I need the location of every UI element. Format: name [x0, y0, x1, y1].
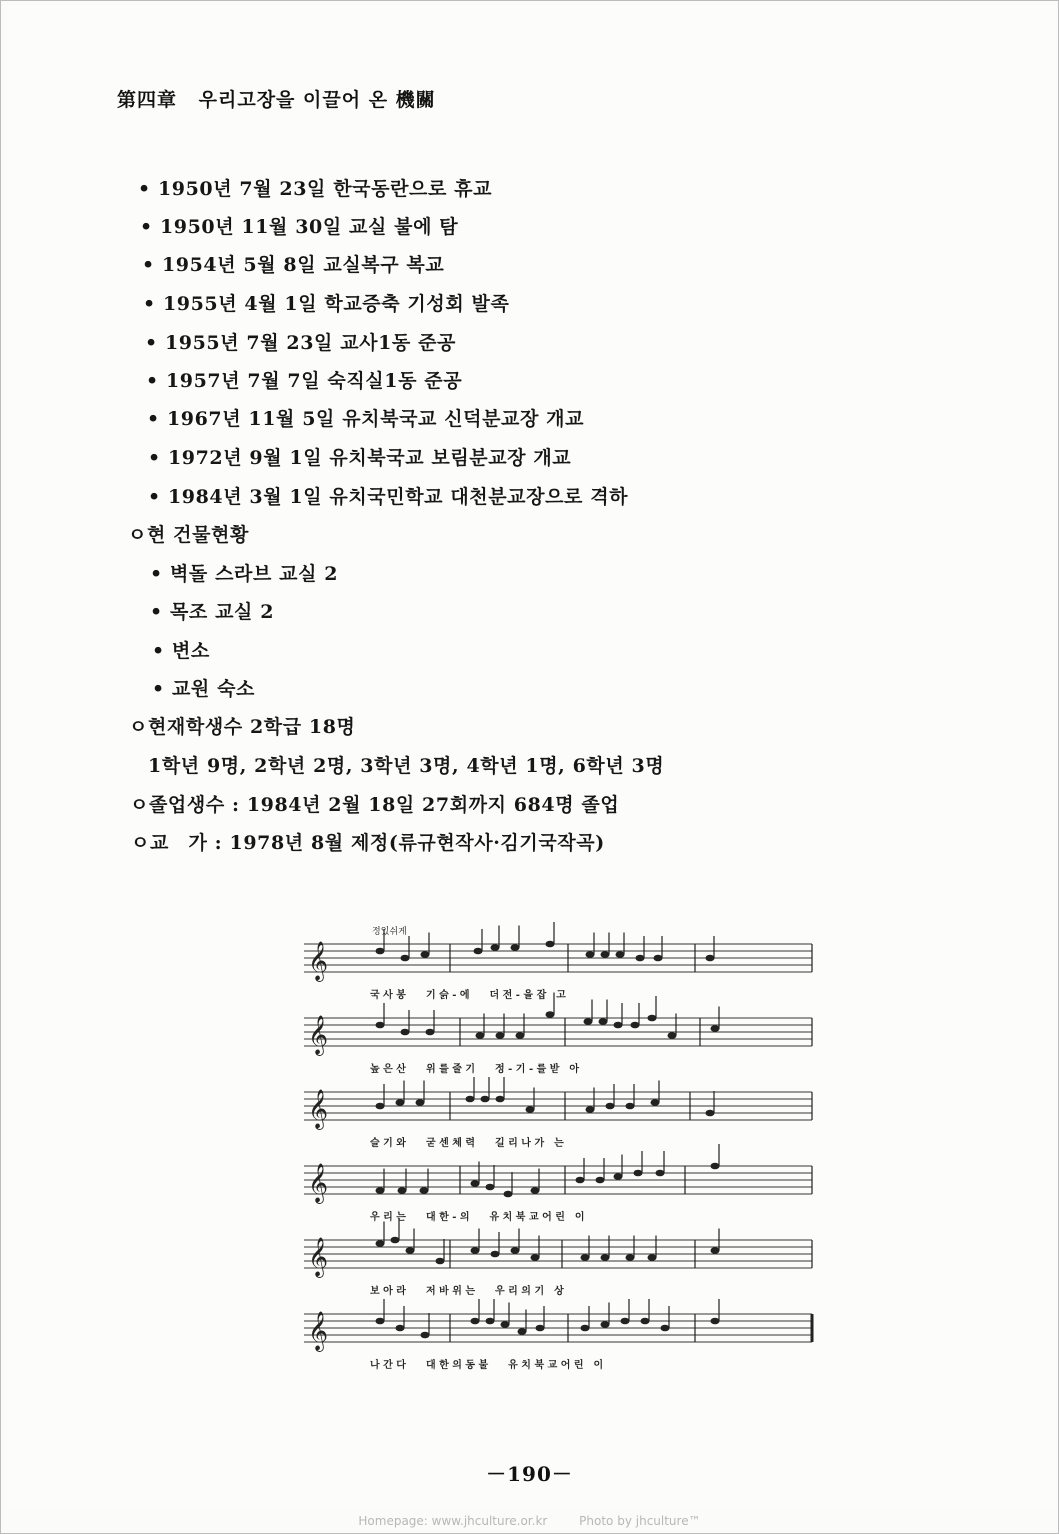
note-head: [711, 1247, 720, 1254]
staves: [304, 922, 812, 1371]
note-head: [518, 1328, 527, 1335]
note-head: [654, 955, 663, 962]
note-head: [496, 1096, 505, 1103]
note-head: [501, 1321, 510, 1328]
note-head: [420, 1187, 429, 1194]
note-head: [376, 1240, 385, 1247]
history-item: • 1950년 11월 30일 교실 불에 탐: [140, 216, 459, 238]
note-head: [376, 1318, 385, 1325]
note-head: [648, 1015, 657, 1022]
students-detail: 1학년 9명, 2학년 2명, 3학년 3명, 4학년 1명, 6학년 3명: [148, 755, 665, 777]
note-head: [606, 1103, 615, 1110]
note-head: [516, 1032, 525, 1039]
note-head: [396, 1325, 405, 1332]
footer-homepage: Homepage: www.jhculture.or.kr: [358, 1514, 548, 1528]
note-head: [648, 1254, 657, 1261]
footer: [0, 1514, 1059, 1528]
note-head: [711, 1025, 720, 1032]
note-head: [511, 1247, 520, 1254]
history-item: • 1984년 3월 1일 유치국민학교 대천분교장으로 격하: [148, 486, 629, 508]
treble-clef-icon: 𝄞: [308, 1015, 329, 1055]
note-head: [504, 1191, 513, 1198]
note-head: [421, 951, 430, 958]
sheet-music: [300, 922, 820, 1412]
note-head: [626, 1103, 635, 1110]
note-head: [614, 1173, 623, 1180]
note-head: [401, 955, 410, 962]
building-item: • 벽돌 스라브 교실 2: [150, 563, 339, 585]
note-head: [546, 941, 555, 948]
note-head: [416, 1099, 425, 1106]
note-head: [546, 1011, 555, 1018]
history-item: • 1967년 11월 5일 유치북국교 신덕분교장 개교: [147, 408, 585, 430]
treble-clef-icon: 𝄞: [308, 1237, 329, 1277]
building-item: • 교원 숙소: [152, 678, 255, 700]
note-head: [466, 1096, 475, 1103]
lyric-line: 슬 기 와 굳 센 체 력 길 리 나 가 는: [370, 1138, 564, 1149]
note-head: [531, 1187, 540, 1194]
graduates-line: ㅇ졸업생수 : 1984년 2월 18일 27회까지 684명 졸업: [130, 794, 620, 816]
note-head: [706, 955, 715, 962]
note-head: [711, 1163, 720, 1170]
note-head: [656, 1170, 665, 1177]
staff: [304, 1144, 812, 1223]
note-head: [631, 1022, 640, 1029]
treble-clef-icon: 𝄞: [308, 1311, 329, 1351]
treble-clef-icon: 𝄞: [308, 1163, 329, 1203]
note-head: [616, 951, 625, 958]
page-number: －190－: [486, 1462, 573, 1486]
note-head: [636, 955, 645, 962]
chapter-header: [117, 85, 436, 112]
note-head: [436, 1258, 445, 1265]
note-head: [391, 1237, 400, 1244]
lyric-line: 우 리 는 대 한 - 의 유 치 북 교 어 린 이: [370, 1212, 585, 1223]
note-head: [641, 1318, 650, 1325]
staff: [304, 1299, 812, 1371]
note-head: [576, 1177, 585, 1184]
note-head: [491, 1251, 500, 1258]
note-head: [406, 1247, 415, 1254]
lyric-line: 높 은 산 위 를 줄 기 정 - 기 - 를 받 아: [370, 1064, 580, 1075]
note-head: [376, 1022, 385, 1029]
lyric-line: 나 간 다 대 한 의 동 불 유 치 북 교 어 린 이: [370, 1360, 604, 1371]
note-head: [711, 1318, 720, 1325]
note-head: [706, 1110, 715, 1117]
history-item: • 1955년 4월 1일 학교증축 기성회 발족: [143, 293, 510, 315]
note-head: [584, 1018, 593, 1025]
note-head: [401, 1029, 410, 1036]
school-song-line: ㅇ교 가 : 1978년 8월 제정(류규현작사·김기국작곡): [131, 832, 605, 854]
note-head: [601, 951, 610, 958]
staff: [304, 1077, 812, 1149]
history-item: • 1950년 7월 23일 한국동란으로 휴교: [138, 178, 493, 200]
building-item: • 변소: [152, 640, 210, 662]
note-head: [421, 1332, 430, 1339]
chapter-title: 우리고장을 이끌어 온 機關: [198, 89, 436, 111]
note-head: [531, 1254, 540, 1261]
note-head: [396, 1099, 405, 1106]
note-head: [376, 1187, 385, 1194]
note-head: [511, 944, 520, 951]
note-head: [614, 1022, 623, 1029]
note-head: [586, 951, 595, 958]
note-head: [474, 948, 483, 955]
note-head: [581, 1254, 590, 1261]
history-item: • 1972년 9월 1일 유치북국교 보림분교장 개교: [148, 447, 572, 469]
footer-photo: Photo by jhculture™: [579, 1514, 701, 1528]
note-head: [426, 1029, 435, 1036]
note-head: [376, 948, 385, 955]
chapter-number: 第四章: [117, 89, 178, 111]
lyric-line: 보 아 라 저 바 위 는 우 리 의 기 상: [370, 1286, 564, 1297]
building-item: • 목조 교실 2: [150, 601, 275, 623]
staff: [304, 1218, 812, 1297]
note-head: [661, 1325, 670, 1332]
tempo-marking: 정있쉬게: [372, 927, 407, 937]
note-head: [471, 1318, 480, 1325]
note-head: [626, 1254, 635, 1261]
note-head: [486, 1184, 495, 1191]
note-head: [586, 1106, 595, 1113]
note-head: [601, 1254, 610, 1261]
note-head: [596, 1177, 605, 1184]
note-head: [481, 1096, 490, 1103]
note-head: [634, 1170, 643, 1177]
note-head: [496, 1032, 505, 1039]
note-head: [376, 1103, 385, 1110]
history-item: • 1955년 7월 23일 교사1동 준공: [145, 332, 457, 354]
staff: [304, 993, 812, 1076]
note-head: [621, 1318, 630, 1325]
note-head: [599, 1018, 608, 1025]
treble-clef-icon: 𝄞: [308, 941, 329, 981]
note-head: [491, 944, 500, 951]
note-head: [601, 1321, 610, 1328]
students-heading: ㅇ현재학생수 2학급 18명: [129, 716, 356, 738]
history-item: • 1954년 5월 8일 교실복구 복교: [142, 254, 445, 276]
note-head: [486, 1318, 495, 1325]
note-head: [651, 1099, 660, 1106]
note-head: [526, 1106, 535, 1113]
note-head: [471, 1247, 480, 1254]
note-head: [668, 1032, 677, 1039]
note-head: [471, 1180, 480, 1187]
history-item: • 1957년 7월 7일 숙직실1동 준공: [146, 370, 463, 392]
note-head: [581, 1325, 590, 1332]
note-head: [476, 1032, 485, 1039]
lyric-line: 국 사 봉 기 슭 - 에 더 전 - 을 잡 고: [370, 990, 566, 1001]
buildings-heading: ㅇ현 건물현황: [128, 524, 249, 546]
note-head: [398, 1187, 407, 1194]
note-head: [536, 1325, 545, 1332]
treble-clef-icon: 𝄞: [308, 1089, 329, 1129]
